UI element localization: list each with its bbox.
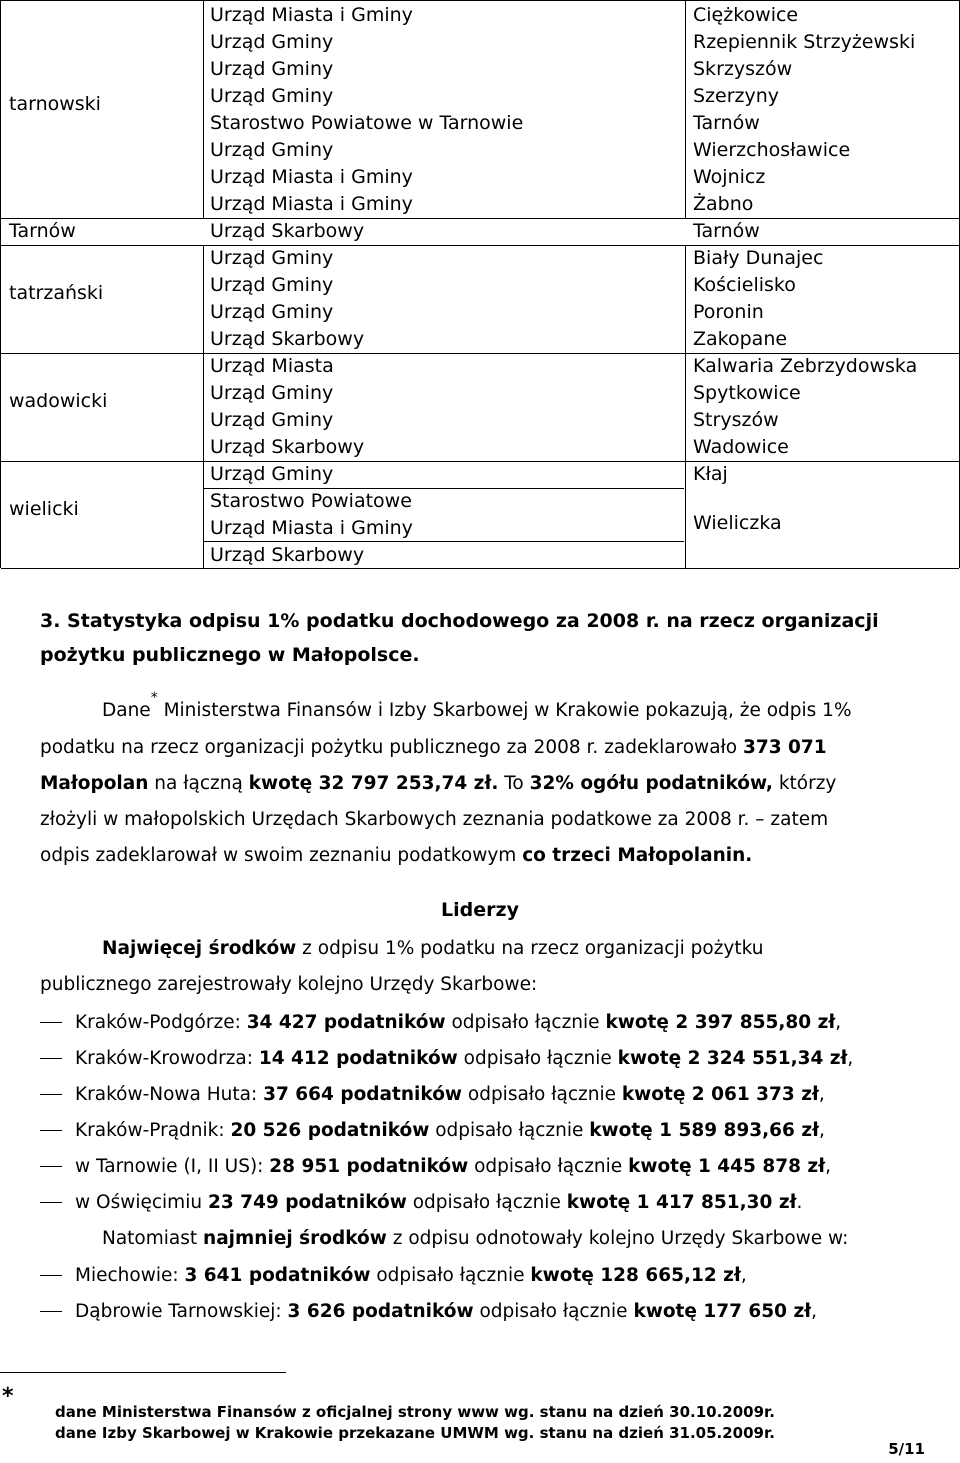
amount: kwotę 177 650 zł	[633, 1301, 812, 1322]
place-cell: Wadowice	[693, 436, 789, 458]
intro-bold: Małopolan	[40, 773, 149, 794]
item-text: ,	[818, 1084, 825, 1105]
place-cell: Tarnów	[693, 220, 760, 242]
institution-cell: Starostwo Powiatowe	[210, 490, 412, 512]
place-cell: Skrzyszów	[693, 58, 793, 80]
amount: kwotę 2 061 373 zł	[621, 1084, 819, 1105]
leaders-title: Liderzy	[441, 899, 519, 921]
amount: kwotę 128 665,12 zł	[530, 1265, 741, 1286]
least-list	[40, 1258, 940, 1330]
intro-text: Dane	[102, 700, 151, 721]
list-item	[40, 1005, 940, 1041]
taxpayer-count: 20 526 podatników	[230, 1120, 430, 1141]
taxpayer-count: 3 641 podatników	[184, 1265, 371, 1286]
place-cell: Wojnicz	[693, 166, 766, 188]
intro-line-2	[40, 730, 926, 766]
list-item	[40, 1149, 940, 1185]
place-cell: Rzepiennik Strzyżewski	[693, 31, 916, 53]
institution-cell: Urząd Miasta	[210, 355, 334, 377]
taxpayer-count: 23 749 podatników	[207, 1192, 407, 1213]
institution-cell: Urząd Skarbowy	[210, 436, 365, 458]
footnote-line2: dane Izby Skarbowej w Krakowie przekazane UMWM wg. stanu na dzień 31.05.2009r.	[55, 1424, 775, 1442]
intro-bold: 373 071	[742, 737, 827, 758]
item-text: .	[796, 1192, 803, 1213]
place-cell: Spytkowice	[693, 382, 801, 404]
footnote-separator	[0, 1372, 286, 1373]
leaders-intro-line2: publicznego zarejestrowały kolejno Urzędy Skarbowe:	[40, 974, 538, 995]
district-wielicki: wielicki	[9, 498, 79, 520]
institution-cell: Urząd Gminy	[210, 382, 334, 404]
office-name: Kraków-Nowa Huta:	[75, 1084, 264, 1105]
footnote-line1: dane Ministerstwa Finansów z oficjalnej strony www wg. stanu na dzień 30.10.2009r.	[55, 1403, 776, 1421]
item-text: odpisało łącznie	[445, 1012, 606, 1033]
intro-text: odpis zadeklarował w swoim zeznaniu podatkowym	[40, 845, 523, 866]
item-text: odpisało łącznie	[406, 1192, 567, 1213]
item-text: ,	[835, 1012, 842, 1033]
intro-paragraph	[40, 690, 926, 874]
list-item	[40, 1258, 940, 1294]
institution-cell: Urząd Gminy	[210, 31, 334, 53]
item-text: ,	[825, 1156, 831, 1177]
amount: kwotę 2 397 855,80 zł	[605, 1012, 836, 1033]
list-item	[40, 1113, 940, 1149]
dash-bullet	[40, 1130, 62, 1131]
institution-cell: Urząd Gminy	[210, 463, 334, 485]
intro-text: którzy	[772, 773, 837, 794]
leaders-text: z odpisu 1% podatku na rzecz organizacji pożytku	[296, 938, 764, 959]
office-name: Kraków-Krowodrza:	[75, 1048, 259, 1069]
office-name: Miechowie:	[75, 1265, 185, 1286]
item-text: ,	[819, 1120, 825, 1141]
dash-bullet	[40, 1058, 62, 1059]
intro-line-1	[40, 690, 926, 730]
place-cell: Wierzchosławice	[693, 139, 851, 161]
item-text: ,	[847, 1048, 854, 1069]
item-text: odpisało łącznie	[468, 1156, 629, 1177]
place-cell: Kłaj	[693, 463, 728, 485]
least-bold: najmniej środków	[203, 1228, 387, 1249]
intro-line-3	[40, 766, 926, 802]
list-item	[40, 1041, 940, 1077]
institution-cell: Urząd Gminy	[210, 409, 334, 431]
institution-cell: Urząd Gminy	[210, 85, 334, 107]
amount: kwotę 2 324 551,34 zł	[617, 1048, 848, 1069]
item-text: odpisało łącznie	[370, 1265, 531, 1286]
footnote-star: *	[2, 1384, 14, 1409]
list-item	[40, 1185, 940, 1221]
least-text: Natomiast	[102, 1228, 204, 1249]
list-item	[40, 1077, 940, 1113]
dash-bullet	[40, 1275, 62, 1276]
intro-bold: co trzeci Małopolanin.	[522, 845, 753, 866]
institution-cell: Urząd Miasta i Gminy	[210, 166, 413, 188]
intro-text: To	[498, 773, 530, 794]
place-cell: Zakopane	[693, 328, 788, 350]
intro-line-5	[40, 838, 926, 874]
dash-bullet	[40, 1094, 62, 1095]
place-cell: Żabno	[693, 193, 754, 215]
institution-cell: Urząd Skarbowy	[210, 328, 365, 350]
place-cell: Szerzyny	[693, 85, 780, 107]
item-text: odpisało łącznie	[429, 1120, 590, 1141]
leaders-list	[40, 1005, 940, 1221]
item-text: ,	[740, 1265, 747, 1286]
taxpayer-count: 28 951 podatników	[269, 1156, 469, 1177]
leaders-intro	[40, 931, 926, 1003]
district-tatrzanski: tatrzański	[9, 282, 104, 304]
section-heading-line2: pożytku publicznego w Małopolsce.	[40, 644, 420, 666]
amount: kwotę 1 589 893,66 zł	[589, 1120, 820, 1141]
leaders-bold: Najwięcej środków	[102, 938, 297, 959]
office-name: Kraków-Podgórze:	[75, 1012, 247, 1033]
section-heading	[40, 604, 940, 672]
least-text: z odpisu odnotowały kolejno Urzędy Skarbowe w:	[386, 1228, 849, 1249]
institution-cell: Urząd Gminy	[210, 301, 334, 323]
dash-bullet	[40, 1166, 62, 1167]
least-intro	[40, 1221, 926, 1257]
least-intro-line	[40, 1221, 926, 1257]
dash-bullet	[40, 1311, 62, 1312]
institution-cell: Urząd Miasta i Gminy	[210, 193, 413, 215]
institution-cell: Urząd Skarbowy	[210, 544, 365, 566]
district-wadowicki: wadowicki	[9, 390, 108, 412]
place-cell: Tarnów	[693, 112, 760, 134]
taxpayer-count: 37 664 podatników	[263, 1084, 462, 1105]
amount: kwotę 1 417 851,30 zł	[566, 1192, 797, 1213]
district-tarnow-city: Tarnów	[9, 220, 76, 242]
institution-cell: Urząd Skarbowy	[210, 220, 365, 242]
taxpayer-count: 14 412 podatników	[258, 1048, 458, 1069]
office-name: w Tarnowie (I, II US):	[75, 1156, 270, 1177]
place-cell: Kościelisko	[693, 274, 796, 296]
intro-bold: kwotę 32 797 253,74 zł.	[248, 773, 499, 794]
office-name: Kraków-Prądnik:	[75, 1120, 231, 1141]
district-tarnowski: tarnowski	[9, 93, 101, 115]
footnote-marker: *	[150, 690, 158, 706]
dash-bullet	[40, 1202, 62, 1203]
intro-text: na łączną	[148, 773, 249, 794]
office-name: Dąbrowie Tarnowskiej:	[75, 1301, 288, 1322]
institution-cell: Urząd Gminy	[210, 58, 334, 80]
item-text: odpisało łącznie	[473, 1301, 634, 1322]
intro-text: Ministerstwa Finansów i Izby Skarbowej w Krakowie pokazują, że odpis 1%	[157, 700, 852, 721]
institution-cell: Urząd Miasta i Gminy	[210, 517, 413, 539]
place-cell: Wieliczka	[693, 512, 782, 534]
section-heading-line1: 3. Statystyka odpisu 1% podatku dochodowego za 2008 r. na rzecz organizacji	[40, 610, 879, 632]
taxpayer-count: 34 427 podatników	[246, 1012, 446, 1033]
list-item	[40, 1294, 940, 1330]
page-number: 5/11	[888, 1440, 925, 1458]
taxpayer-count: 3 626 podatników	[287, 1301, 474, 1322]
item-text: odpisało łącznie	[457, 1048, 618, 1069]
institution-cell: Urząd Miasta i Gminy	[210, 4, 413, 26]
place-cell: Ciężkowice	[693, 4, 799, 26]
amount: kwotę 1 445 878 zł	[628, 1156, 826, 1177]
place-cell: Biały Dunajec	[693, 247, 824, 269]
institution-cell: Starostwo Powiatowe w Tarnowie	[210, 112, 524, 134]
institution-cell: Urząd Gminy	[210, 274, 334, 296]
leaders-intro-line1	[40, 931, 926, 967]
institution-cell: Urząd Gminy	[210, 247, 334, 269]
dash-bullet	[40, 1022, 62, 1023]
municipality-table	[0, 0, 960, 568]
institution-cell: Urząd Gminy	[210, 139, 334, 161]
place-cell: Poronin	[693, 301, 764, 323]
place-cell: Kalwaria Zebrzydowska	[693, 355, 918, 377]
intro-line-4: złożyli w małopolskich Urzędach Skarbowych zeznania podatkowe za 2008 r. – zatem	[40, 809, 829, 830]
item-text: odpisało łącznie	[462, 1084, 622, 1105]
item-text: ,	[811, 1301, 818, 1322]
place-cell: Stryszów	[693, 409, 779, 431]
intro-text: podatku na rzecz organizacji pożytku publicznego za 2008 r. zadeklarowało	[40, 737, 743, 758]
office-name: w Oświęcimiu	[75, 1192, 208, 1213]
intro-bold: 32% ogółu podatników,	[529, 773, 773, 794]
